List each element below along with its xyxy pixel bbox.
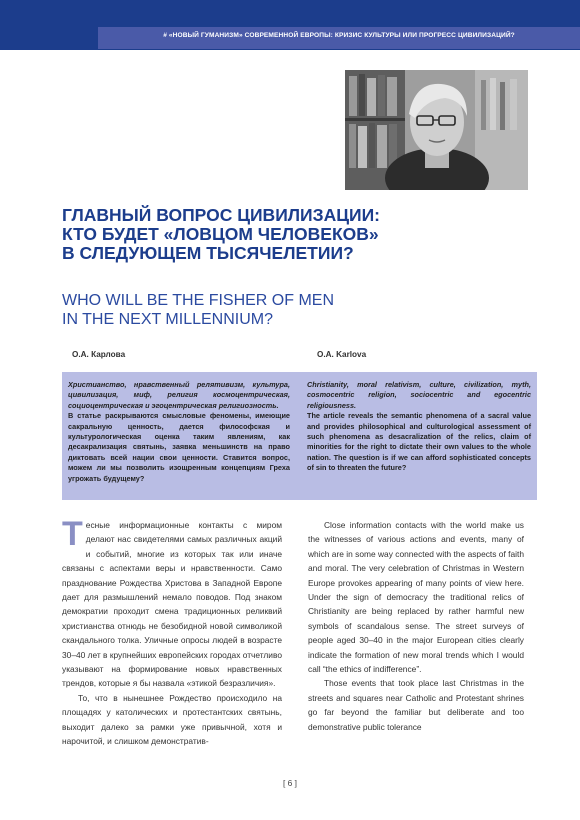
author-portrait-image [345, 70, 528, 190]
abstract-english [307, 380, 531, 474]
drop-cap: Т [62, 515, 83, 553]
paragraph-ru-1 [62, 515, 282, 691]
body-column-russian [62, 515, 282, 749]
abstract-box [62, 372, 537, 500]
title-en-line-2: IN THE NEXT MILLENNIUM? [62, 311, 274, 328]
title-en-line-1: WHO WILL BE THE FISHER OF MEN [62, 292, 335, 309]
abstract-russian [68, 380, 290, 484]
title-ru-line-1: ГЛАВНЫЙ ВОПРОС ЦИВИЛИЗАЦИИ: [62, 205, 380, 225]
author-name-english: O.A. Karlova [317, 350, 367, 359]
abstract-text-russian: В статье раскрываются смысловые феномены, имеющие сакральную ценность, дается философская и культурологическая оценка таким явлениям, как десакрализация святынь, заявка меньшинств на право диктовать всей нации свои ценности. Ставится вопрос, можем ли мы позволить изощренным концепциям Греха угрожать будущему? [68, 411, 290, 483]
page-number: [ 6 ] [283, 778, 297, 788]
article-title-russian [62, 206, 462, 263]
header-band [98, 27, 580, 49]
keywords-english: Christianity, moral relativism, culture, civilization, myth, cosmocentric religion, sociocentric and egocentric religiousness. [307, 380, 531, 410]
keywords-russian: Христианство, нравственный релятивизм, культура, цивилизация, миф, религия космоцентрическая, социоцентрическая и эгоцентрическая религиозность. [68, 380, 290, 410]
author-name-russian: О.А. Карлова [72, 350, 126, 359]
paragraph-ru-2: То, что в нынешнее Рождество происходило на площадях у католических и протестантских святынь, выходит далеко за рамки уже привычной, хотя и нарочитой, и слишком демонстратив- [62, 692, 282, 747]
running-title: # «НОВЫЙ ГУМАНИЗМ» СОВРЕМЕННОЙ ЕВРОПЫ: КРИЗИС КУЛЬТУРЫ ИЛИ ПРОГРЕСС ЦИВИЛИЗАЦИЙ? [163, 32, 515, 39]
body-column-english [308, 518, 524, 734]
abstract-text-english: The article reveals the semantic phenomena of a sacral value and provides philosophical and culturological assessment of such phenomena as desacralization of the relics, claim of minorities for the right to dictate their own values to the whole nation. The question is if we can afford sophisticated concepts of sin to threaten the future? [307, 411, 531, 473]
article-title-english [62, 291, 462, 329]
portrait-photo [345, 70, 528, 190]
title-ru-line-3: В СЛЕДУЮЩЕМ ТЫСЯЧЕЛЕТИИ? [62, 243, 354, 263]
paragraph-en-2: Those events that took place last Christmas in the streets and squares near Catholic and Protestant shrines go far beyond the familiar but deliberate and too demonstrative public tolerance [308, 678, 524, 732]
paragraph-en-1: Close information contacts with the world make us the witnesses of various actions and events, many of which are in some way connected with the aspects of faith and moral. The very celebration of Christmas in Western Europe provokes appearing of many points of view here. Under the sign of democracy the traditional relics of Christianity are being replaced by rather harmful new symbols of scandalous sense. The street surveys of people aged 30–40 in the major European cities clearly indicate the formation of new moral trends which I would call “the ethics of indifference”. [308, 520, 524, 675]
header-bar [0, 0, 580, 50]
paragraph-ru-1-text: есные информационные контакты с миром делают нас свидетелями самых различных акций и событий, многие из которых так или иначе связаны с аспектами веры и нравственности. Само празднование Рождества Христова в Западной Европе дает для размышлений немало поводов. Под знаком демократии проходит смена традиционных реликвий христианства отнюдь не безобидной новой символикой скандального толка. Уличные опросы людей в возрасте 30–40 лет в крупнейших европейских городах отчетливо указывают на формирование новых нравственных трендов, которые я бы назвала «этикой безразличия». [62, 520, 282, 689]
title-ru-line-2: КТО БУДЕТ «ЛОВЦОМ ЧЕЛОВЕКОВ» [62, 224, 379, 244]
